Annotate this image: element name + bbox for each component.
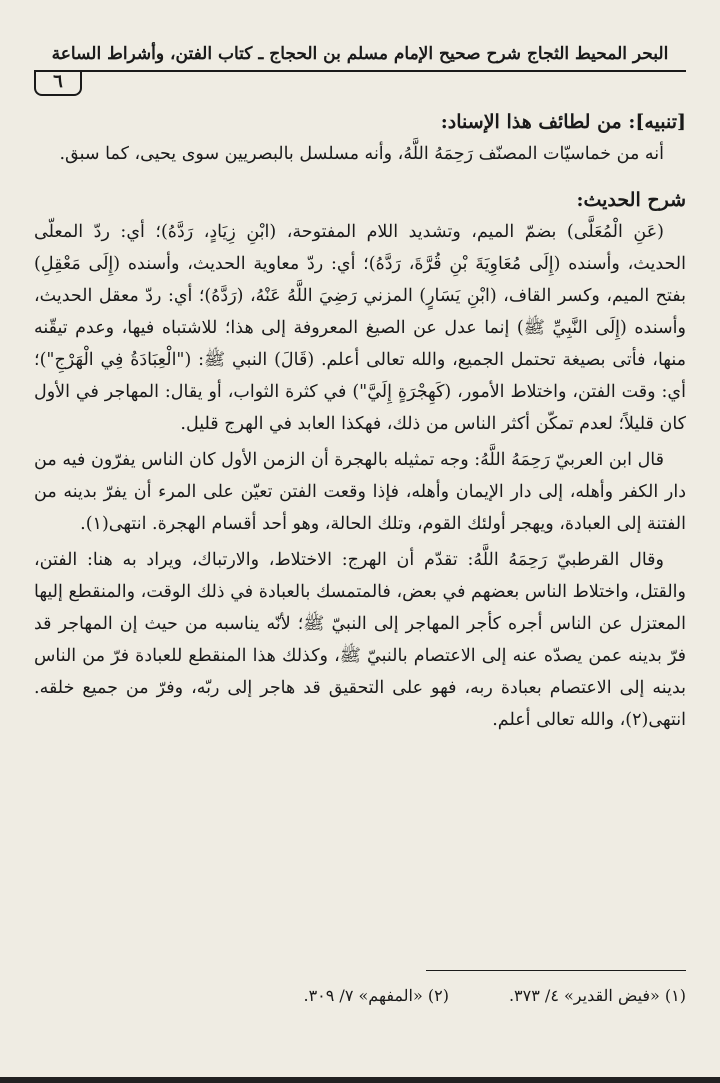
note-heading: [تنبيه]: من لطائف هذا الإسناد: <box>440 111 686 133</box>
paragraph-ibn-arabi: قال ابن العربيّ رَحِمَهُ اللَّهُ: وجه تمثيله بالهجرة أن الزمن الأول كان الناس يفرّون فيه من دار الكفر وأهله، إلى دار الإيمان وأهله، فإذا وقعت الفتن تعيّن على المرء أن يفرّ بدينه من الفتنة إلى العبادة، ويهجر أولئك القوم، وتلك الحالة، وهو أحد أقسام الهجرة. انتهى(١). <box>34 450 686 534</box>
page-number: ٦ <box>34 70 82 96</box>
footnotes <box>34 986 686 1005</box>
header-rule <box>34 70 686 72</box>
footnote-1: (١) «فيض القدير» ٤/ ٣٧٣. <box>508 986 686 1005</box>
page-edge <box>0 1077 720 1083</box>
sharh-heading: شرح الحديث: <box>576 189 686 211</box>
header-title: البحر المحيط الثجاج شرح صحيح الإمام مسلم بن الحجاج ـ كتاب الفتن، وأشراط الساعة <box>51 44 669 64</box>
paragraph-sharh: (عَنِ الْمُعَلَّى) بضمّ الميم، وتشديد اللام المفتوحة، (ابْنِ زِيَادٍ، رَدَّهُ)؛ أي: ردّ المعلّى الحديث، وأسنده (إِلَى مُعَاوِيَةَ بْنِ قُرَّةَ، رَدَّهُ)؛ أي: ردّ معاوية الحديث، وأسنده (إِلَى مَعْقِلِ) بفتح الميم، وكسر القاف، (ابْنِ يَسَارٍ) المزني رَضِيَ اللَّهُ عَنْهُ، (رَدَّهُ)؛ أي: ردّ معقل الحديث، وأسنده (إِلَى النَّبِيِّ ﷺ) إنما عدل عن الصيغ المعروفة إلى هذا؛ للاشتباه فيها، وعدم تيقّنه منها، فأتى بصيغة تحتمل الجميع، والله تعالى أعلم. (قَالَ) النبي ﷺ: ("الْعِبَادَةُ فِي الْهَرْجِ")؛ أي: وقت الفتن، واختلاط الأمور، (كَهِجْرَةٍ إِلَيَّ") في كثرة الثواب، أو يقال: المهاجر في الأول كان قليلاً؛ لعدم تمكّن أكثر الناس من ذلك، فهكذا العابد في الهرج قليل. <box>34 222 686 434</box>
paragraph-isnad-note: أنه من خماسيّات المصنّف رَحِمَهُ اللَّهُ، وأنه مسلسل بالبصريين سوى يحيى، كما سبق. <box>59 144 664 164</box>
paragraph-qurtubi: وقال القرطبيّ رَحِمَهُ اللَّهُ: تقدّم أن الهرج: الاختلاط، والارتباك، ويراد به هنا: الفتن، والقتل، واختلاط الناس بعضهم في بعض، فالمتمسك بالعبادة في ذلك الوقت، والمنقطع إليها المعتزل عن الناس أجره كأجر المهاجر إلى النبيّ ﷺ؛ لأنّه يناسبه من حيث إن المهاجر قد فرّ بدينه عمن يصدّه عنه إلى الاعتصام بالنبيّ ﷺ، وكذلك هذا المنقطع للعبادة فرّ من الناس بدينه إلى الاعتصام بعبادة ربه، فهو على التحقيق قد هاجر إلى ربّه، وفرّ من جميع خلقه. انتهى(٢)، والله تعالى أعلم. <box>34 550 686 730</box>
footnote-2: (٢) «المفهم» ٧/ ٣٠٩. <box>303 986 449 1005</box>
running-header <box>34 36 686 94</box>
main-text <box>34 104 686 736</box>
footnote-divider <box>426 970 686 971</box>
